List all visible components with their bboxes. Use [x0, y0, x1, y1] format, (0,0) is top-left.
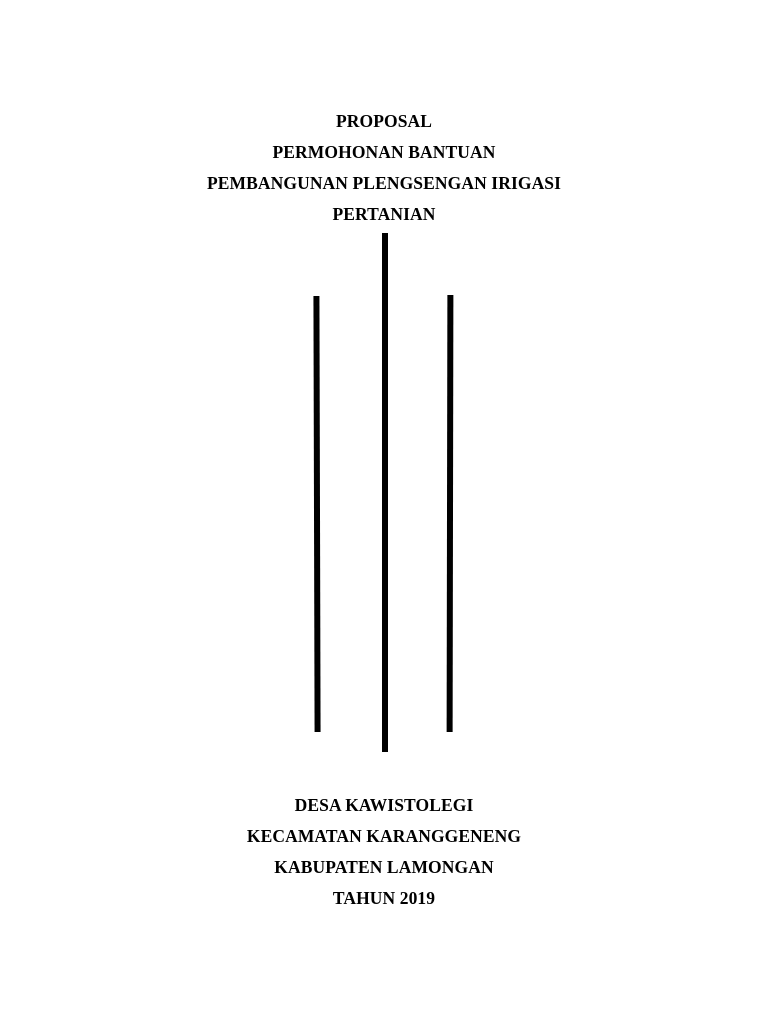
footer-line-kecamatan: KECAMATAN KARANGGENENG	[246, 826, 522, 846]
footer-line-tahun: TAHUN 2019	[332, 888, 436, 908]
footer-line-desa: DESA KAWISTOLEGI	[294, 795, 474, 815]
document-title	[0, 106, 768, 230]
title-line-pembangunan: PEMBANGUNAN PLENGSENGAN IRIGASI	[206, 173, 562, 193]
decorative-bar-right	[447, 295, 454, 732]
footer-line-kabupaten: KABUPATEN LAMONGAN	[274, 857, 494, 877]
decorative-bar-center	[382, 233, 388, 752]
decorative-bar-left	[313, 296, 320, 732]
title-line-pertanian: PERTANIAN	[332, 204, 436, 224]
title-line-proposal: PROPOSAL	[335, 111, 433, 131]
title-line-permohonan: PERMOHONAN BANTUAN	[272, 142, 496, 162]
document-footer	[0, 790, 768, 914]
